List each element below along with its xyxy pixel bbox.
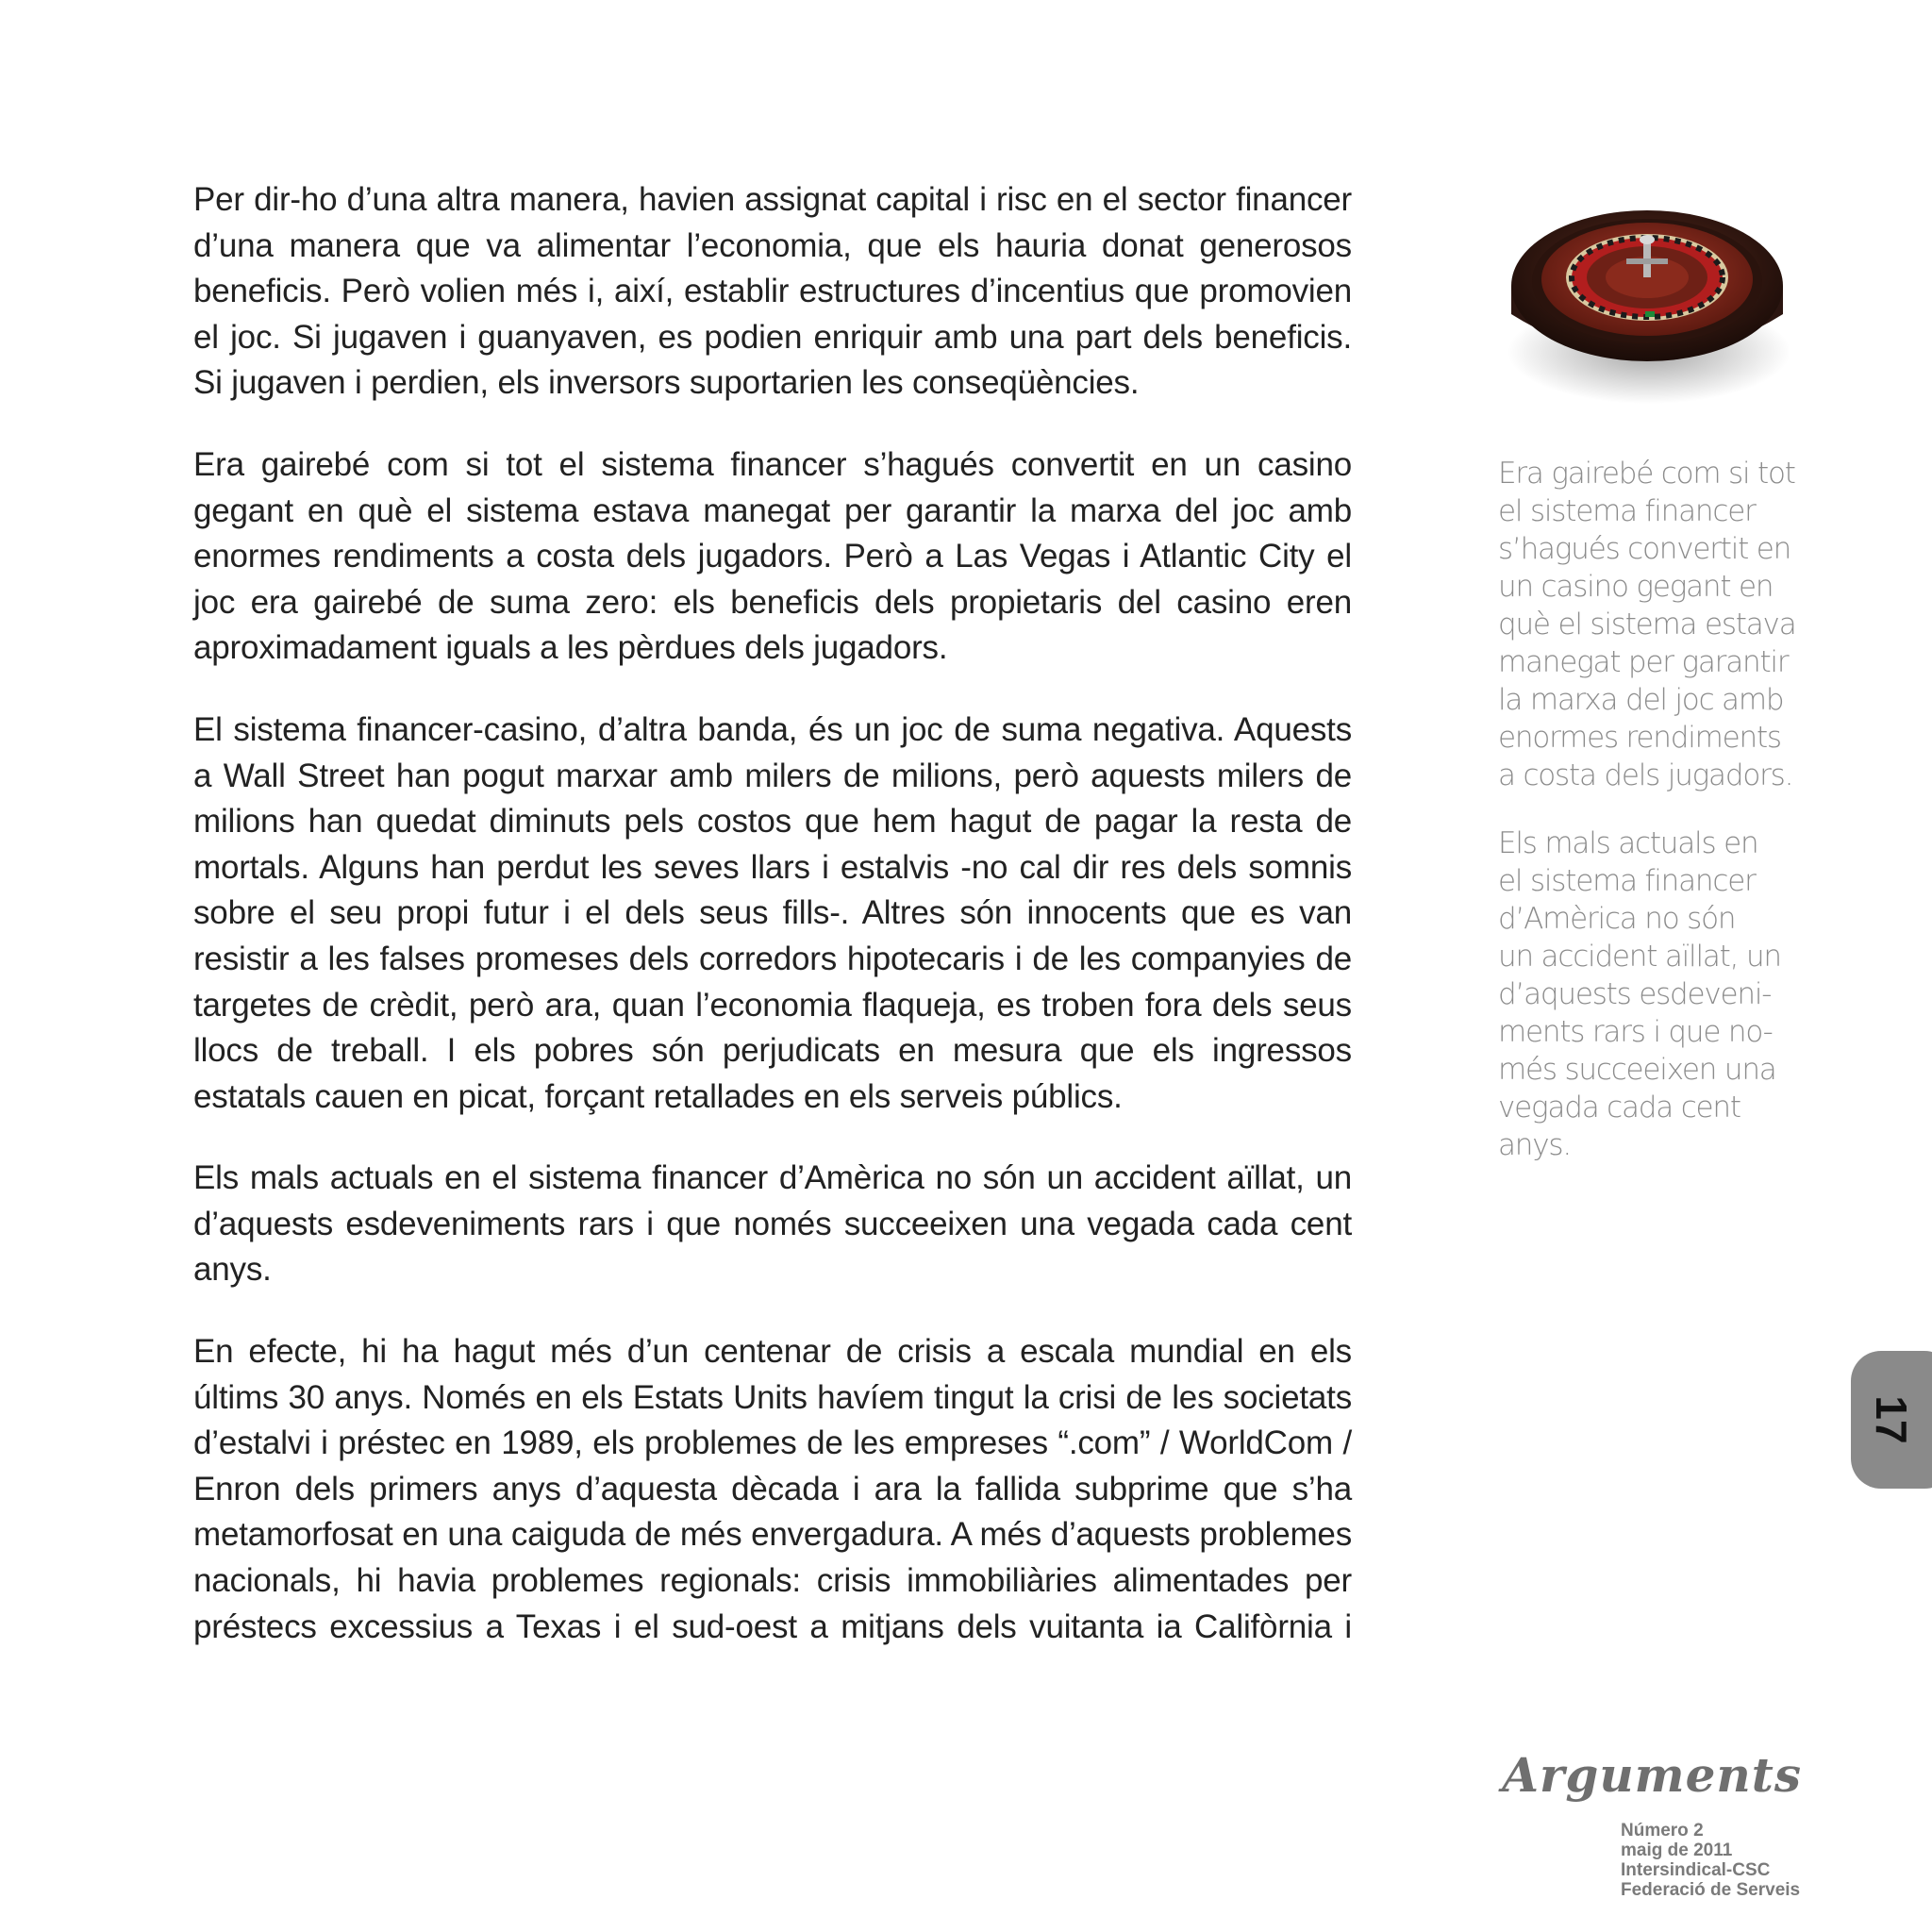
article-paragraph-2: Era gairebé com si tot el sistema financer s’hagués convertit en un casino gegant en què el sistema estava manegat per garantir la marxa del joc amb enormes rendiments a costa dels jugadors. Però a Las Vegas i Atlantic City el joc era gairebé de suma zero: els beneficis dels propietaris del casino eren aproximadament iguals a les pèrdues dels jugadors. (193, 445, 1352, 667)
page-number: 17 (1867, 1395, 1916, 1444)
sidebar-pull-quotes (1498, 455, 1800, 1194)
article-body (193, 177, 1352, 1686)
imprint-publisher: Intersindical-CSC (1621, 1860, 1771, 1880)
imprint-federation: Federació de Serveis (1621, 1880, 1801, 1900)
pull-quote-2: Els mals actuals en el sistema financer d’Amèrica no són un accident aïllat, un d’aquests esdeveni- ments rars i que no- més succeeixen una vegada cada cent anys. (1498, 826, 1781, 1162)
roulette-wheel-image (1506, 158, 1789, 423)
issue-imprint (1621, 1821, 1800, 1900)
pull-quote-1: Era gairebé com si tot el sistema financer s’hagués convertit en un casino gegant en què el sistema estava manegat per garantir la marxa del joc amb enormes rendiments a costa dels jugadors. (1498, 457, 1796, 792)
article-paragraph-4: Els mals actuals en el sistema financer d’Amèrica no són un accident aïllat, un d’aquests esdeveniments rars i que només succeeixen una vegada cada cent anys. (193, 1159, 1352, 1289)
imprint-issue: Número 2 (1621, 1821, 1704, 1840)
article-paragraph-1: Per dir-ho d’una altra manera, havien assignat capital i risc en el sector financer d’una manera que va alimentar l’economia, que els hauria donat generosos beneficis. Però volien més i, així, establir estructures d’incentius que promovien el joc. Si jugaven i guanyaven, es podien enriquir amb una part dels beneficis. Si jugaven i perdien, els inversors suportarien les conseqüències. (193, 181, 1352, 402)
imprint-date: maig de 2011 (1621, 1840, 1733, 1860)
roulette-wheel-icon (1506, 158, 1789, 423)
article-paragraph-5: En efecte, hi ha hagut més d’un centenar de crisis a escala mundial en els últims 30 anys. Només en els Estats Units havíem tingut la crisi de les societats d’estalvi i préstec en 1989, els problemes de les empreses “.com” / WorldCom / Enron dels primers anys d’aquesta dècada i ara la fallida subprime que s’ha metamorfosat en una caiguda de més envergadura. A més d’aquests problemes nacionals, hi havia problemes regionals: crisis immobiliàries alimentades per préstecs excessius a Texas i el sud-oest a mitjans dels vuitanta ia Califòrnia i (193, 1333, 1352, 1645)
article-paragraph-3: El sistema financer-casino, d’altra banda, és un joc de suma negativa. Aquests a Wall Street han pogut marxar amb milers de milions, però aquests milers de milions han quedat diminuts pels costos que hem hagut de pagar la resta de mortals. Alguns han perdut les seves llars i estalvis -no cal dir res dels somnis sobre el seu propi futur i el dels seus fills-. Altres són innocents que es van resistir a les falses promeses dels corredors hipotecaris i de les companyies de targetes de crèdit, però ara, quan l’economia flaqueja, es troben fora dels seus llocs de treball. I els pobres són perjudicats en mesura que els ingressos estatals cauen en picat, forçant retallades en els serveis públics. (193, 710, 1352, 1115)
magazine-logo: Arguments (1502, 1747, 1802, 1803)
